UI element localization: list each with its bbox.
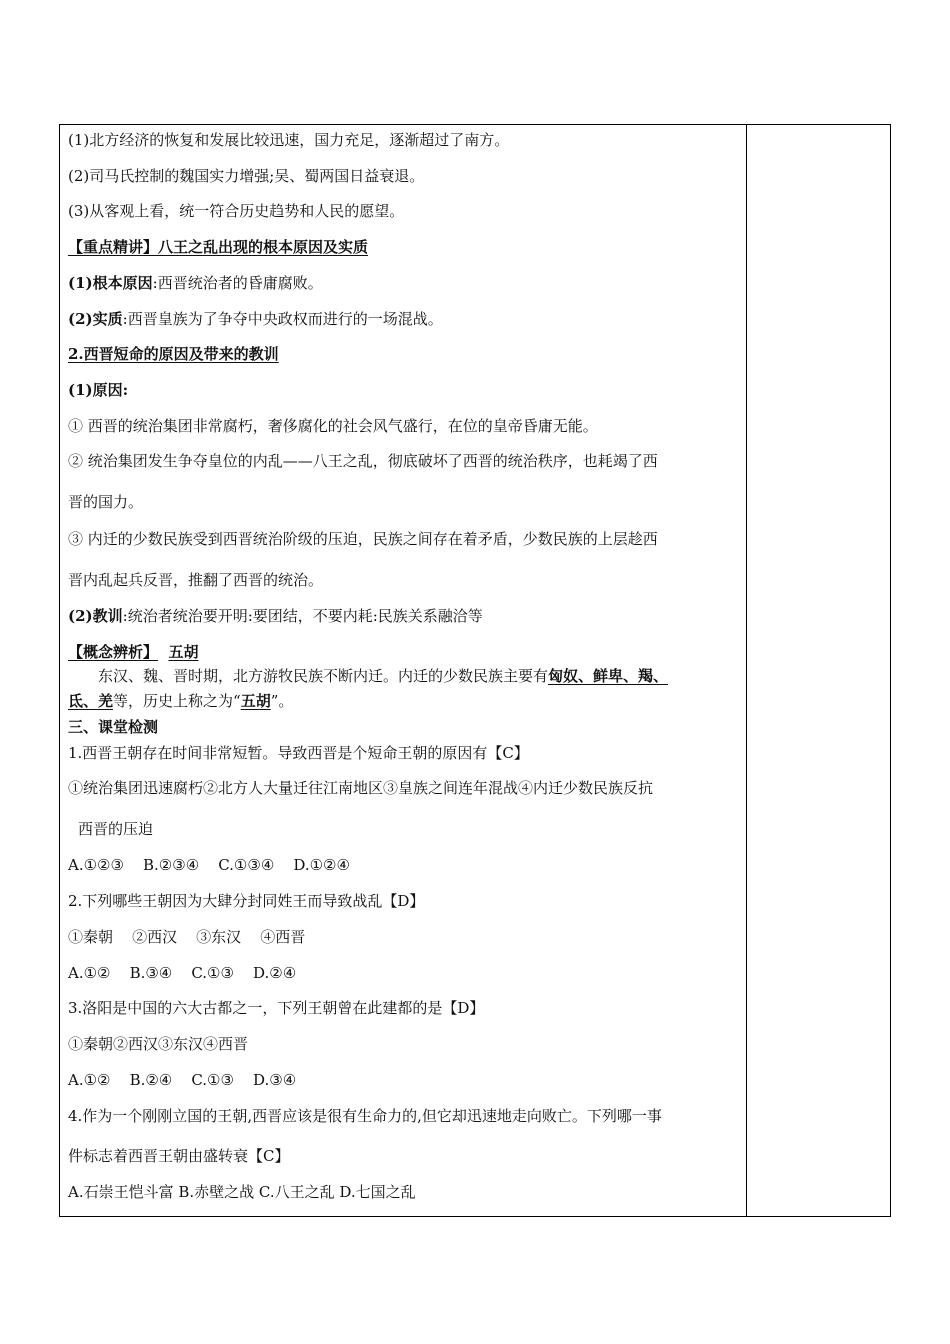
question-4-b: 件标志着西晋王朝由盛转衰【C】 (68, 1147, 290, 1165)
intro-line-1: (1)北方经济的恢复和发展比较迅速，国力充足，逐渐超过了南方。 (68, 131, 510, 149)
reason-label: (1)原因: (68, 381, 129, 399)
focus-heading: 【重点精讲】八王之乱出现的根本原因及实质 (68, 238, 369, 256)
column-divider (746, 125, 747, 1216)
concept-text-2: 等，历史上称之为“ (113, 692, 241, 710)
root-cause-text: :西晋统治者的昏庸腐败。 (152, 274, 323, 292)
worksheet-table (59, 124, 891, 1217)
question-3-items: ①秦朝②西汉③东汉④西晋 (68, 1035, 249, 1053)
question-2: 2.下列哪些王朝因为大肆分封同姓王而导致战乱【D】 (68, 892, 425, 910)
section-2-heading: 2.西晋短命的原因及带来的教训 (68, 345, 279, 363)
question-2-options: A.①② B.③④ C.①③ D.②④ (68, 964, 297, 982)
question-3-options: A.①② B.②④ C.①③ D.③④ (68, 1071, 297, 1089)
question-1-items-a: ①统治集团迅速腐朽②北方人大量迁往江南地区③皇族之间连年混战④内迁少数民族反抗 (68, 779, 654, 797)
quiz-heading: 三、课堂检测 (68, 718, 159, 736)
intro-line-3: (3)从客观上看，统一符合历史趋势和人民的愿望。 (68, 202, 405, 220)
concept-paragraph-line-1 (98, 666, 668, 686)
question-1-items-b: 西晋的压迫 (78, 820, 154, 838)
concept-peoples: 匈奴、鲜卑、羯、 (548, 667, 669, 685)
concept-heading (68, 642, 198, 662)
concept-heading-label: 【概念辨析】 (68, 643, 159, 661)
concept-heading-term: 五胡 (168, 643, 199, 661)
concept-text-3: ”。 (270, 692, 294, 710)
question-1: 1.西晋王朝存在时间非常短暂。导致西晋是个短命王朝的原因有【C】 (68, 744, 529, 762)
question-1-options: A.①②③ B.②③④ C.①③④ D.①②④ (68, 856, 350, 874)
lesson-label: (2)教训 (68, 607, 123, 625)
reason-3-b: 晋内乱起兵反晋，推翻了西晋的统治。 (68, 571, 324, 589)
root-cause-label: (1)根本原因 (68, 274, 153, 292)
reason-1: ① 西晋的统治集团非常腐朽，奢侈腐化的社会风气盛行，在位的皇帝昏庸无能。 (68, 417, 598, 435)
reason-2-a: ② 统治集团发生争夺皇位的内乱——八王之乱，彻底破坏了西晋的统治秩序，也耗竭了西 (68, 452, 658, 470)
concept-peoples-cont: 氐、羌 (68, 692, 114, 710)
root-cause-line (68, 273, 323, 293)
concept-text-1: 东汉、魏、晋时期，北方游牧民族不断内迁。内迁的少数民族主要有 (98, 667, 549, 685)
essence-text: :西晋皇族为了争夺中央政权而进行的一场混战。 (122, 310, 443, 328)
reason-2-b: 晋的国力。 (68, 493, 144, 511)
intro-line-2: (2)司马氏控制的魏国实力增强;吴、蜀两国日益衰退。 (68, 167, 425, 185)
question-3: 3.洛阳是中国的六大古都之一，下列王朝曾在此建都的是【D】 (68, 999, 485, 1017)
reason-3-a: ③ 内迁的少数民族受到西晋统治阶级的压迫，民族之间存在着矛盾，少数民族的上层趁西 (68, 530, 658, 548)
question-2-items: ①秦朝 ②西汉 ③东汉 ④西晋 (68, 928, 306, 946)
lesson-text: :统治者统治要开明:要团结，不要内耗:民族关系融洽等 (122, 607, 483, 625)
essence-label: (2)实质 (68, 310, 123, 328)
question-4-a: 4.作为一个刚刚立国的王朝,西晋应该是很有生命力的,但它却迅速地走向败亡。下列哪一事 (68, 1107, 662, 1125)
essence-line (68, 309, 443, 329)
lesson-line (68, 606, 483, 626)
concept-paragraph-line-2 (68, 691, 293, 711)
question-4-options: A.石崇王恺斗富 B.赤壁之战 C.八王之乱 D.七国之乱 (68, 1183, 416, 1201)
concept-five-hu: 五胡 (240, 692, 271, 710)
